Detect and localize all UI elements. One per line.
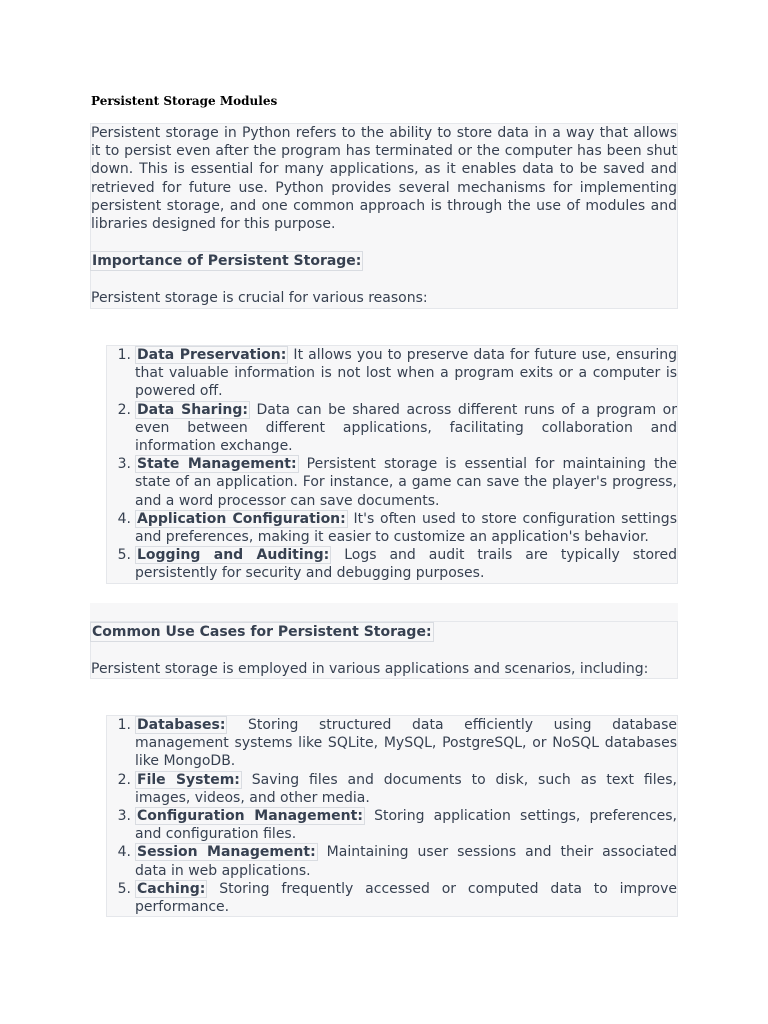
list-item [107,510,677,546]
list-text: Logs and audit trails are typically stored persistently for security and debugging purposes. [135,547,677,582]
list-text: Storing structured data efficiently using database management systems like SQLite, MySQL, PostgreSQL, or NoSQL databases like MongoDB. [135,717,677,770]
list-item [107,455,677,510]
list-item [107,771,677,807]
list-item [107,346,677,401]
list-term: Session Management: [137,844,316,861]
list-item [107,880,677,916]
list-item [107,807,677,843]
list-number: 4. [117,844,131,861]
list-term: Databases: [137,717,226,733]
list-number: 4. [117,510,131,527]
use-cases-heading: Common Use Cases for Persistent Storage: [90,622,434,642]
list-item [107,716,677,771]
page-title: Persistent Storage Modules [91,94,278,108]
importance-heading: Importance of Persistent Storage: [90,251,363,271]
list-text: Maintaining user sessions and their associated data in web applications. [135,844,677,879]
intro-paragraph: Persistent storage in Python refers to the ability to store data in a way that allows it to persist even after the program has terminated or the computer has been shut down. This is essential for many applications, as it enables data to be saved and retrieved for future use. Python provides several mechanisms for implementing persistent storage, and one common approach is through the use of modules and libraries designed for this purpose. [91,125,677,233]
list-text: It allows you to preserve data for future use, ensuring that valuable information is not lost when a program exits or a computer is powered off. [135,347,677,400]
list-text: It's often used to store configuration settings and preferences, making it easier to customize an application's behavior. [135,510,677,546]
list-term: Data Sharing: [137,401,248,418]
list-term: Logging and Auditing: [137,547,330,564]
list-item [107,546,677,582]
importance-lead: Persistent storage is crucial for various reasons: [91,290,428,307]
list-number: 1. [117,717,131,733]
list-number: 5. [117,880,131,897]
list-text: Persistent storage is essential for maintaining the state of an application. For instance, a game can save the player's progress, and a word processor can save documents. [135,456,678,509]
list-term: Caching: [137,880,206,897]
list-number: 2. [117,401,131,418]
list-item [107,843,677,879]
list-number: 3. [117,808,131,825]
list-number: 1. [117,347,131,363]
list-term: File System: [137,771,240,788]
list-term: Application Configuration: [137,510,346,527]
list-term: State Management: [137,456,297,473]
list-number: 2. [117,771,131,788]
use-cases-lead: Persistent storage is employed in various applications and scenarios, including: [91,661,649,678]
use-cases-section [90,621,678,679]
list-number: 3. [117,456,131,473]
list-text: Saving files and documents to disk, such as text files, images, videos, and other media. [135,771,677,806]
use-cases-list [106,715,678,917]
list-number: 5. [117,547,131,564]
list-term: Data Preservation: [137,347,287,363]
list-text: Storing application settings, preferences, and configuration files. [135,808,677,843]
list-text: Storing frequently accessed or computed data to improve performance. [135,880,677,916]
list-text: Data can be shared across different runs of a program or even between different applications, facilitating collaboration and information exchange. [135,401,677,455]
intro-section [90,123,678,309]
list-item [107,401,677,456]
importance-list [106,345,678,584]
divider [90,603,678,621]
list-term: Configuration Management: [137,808,363,825]
